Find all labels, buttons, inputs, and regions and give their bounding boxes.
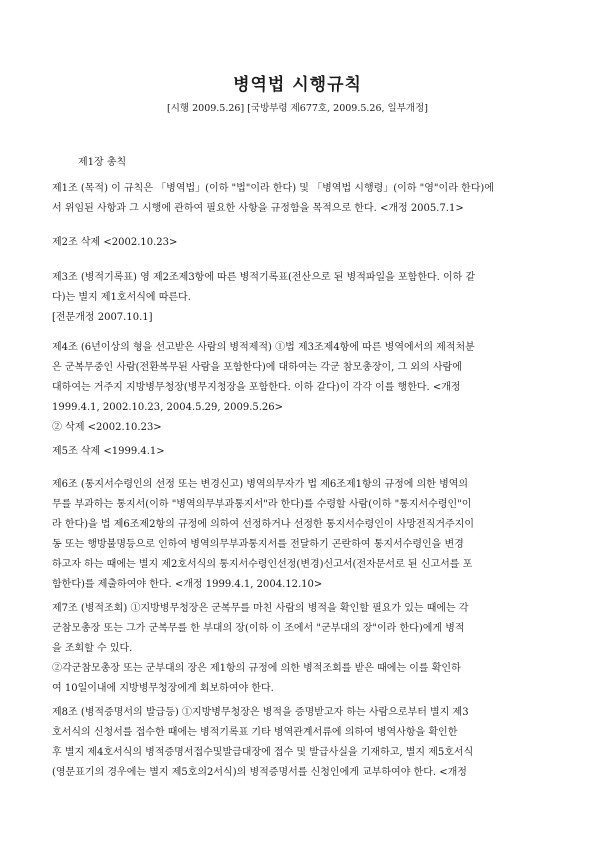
- article-line: 호서식의 신청서를 접수한 때에는 병적기록표 기타 병역관계서류에 의하여 병역사항을 확인한: [52, 727, 458, 738]
- article-line: 제1조 (목적) 이 규칙은 「병역법」(이하 "법"이라 한다) 및 「병역법 시행령」(이하 "영"이라 한다)에: [52, 183, 494, 194]
- article-8: [52, 703, 552, 783]
- article-line: 함한다)를 제출하여야 한다. <개정 1999.4.1, 2004.12.10>: [52, 579, 323, 590]
- article-line: 동 또는 행방불명등으로 인하여 병역의무부과통지서를 전달하기 곤란하여 통지서수령인을 변경: [52, 539, 464, 550]
- article-line: 은 군복무중인 사람(전환복무된 사람을 포함한다)에 대하여는 각군 참모총장이, 그 외의 사람에: [52, 362, 462, 373]
- article-line: 후 별지 제4호서식의 병적증명서접수및발급대장에 접수 및 발급사실을 기재하고, 별지 제5호서식: [52, 747, 474, 758]
- article-line: 군참모총장 또는 그가 군복무를 한 부대의 장(이하 이 조에서 "군부대의 장"이라 한다)에게 병적: [52, 623, 465, 634]
- chapter-heading: 제1장 총칙: [78, 157, 127, 168]
- article-line: 무를 부과하는 통지서(이하 "병역의무부과통지서"라 한다)를 수령할 사람(이하 "통지서수령인"이: [52, 499, 472, 510]
- enforcement-info: [시행 2009.5.26] [국방부령 제677호, 2009.5.26, 일부개정]: [167, 103, 428, 114]
- article-line: 제2조 삭제 <2002.10.23>: [52, 237, 178, 248]
- article-line: 라 한다)을 법 제6조제2항의 규정에 의하여 선정하거나 선정한 통지서수령인이 사망전직거주지이: [52, 519, 474, 530]
- article-line: 서 위임된 사항과 그 시행에 관하여 필요한 사항을 규정함을 목적으로 한다. <개정 2005.7.1>: [52, 203, 464, 214]
- article-7: [52, 599, 552, 699]
- article-line: (영문표기의 경우에는 별지 제5호의2서식)의 병적증명서를 신청인에게 교부하여야 한다. <개정: [52, 767, 467, 778]
- article-6: [52, 475, 552, 595]
- article-5: [52, 442, 552, 462]
- article-1: [52, 179, 552, 219]
- article-line: 제6조 (통지서수령인의 선정 또는 변경신고) 병역의무자가 법 제6조제1항의 규정에 의한 병역의: [52, 479, 469, 490]
- article-line: 대하여는 거주지 지방병무청장(병무지청장을 포함한다. 이하 같다)이 각각 이를 행한다. <개정: [52, 382, 461, 393]
- article-line: 제5조 삭제 <1999.4.1>: [52, 446, 165, 457]
- article-line: 제8조 (병적증명서의 발급등) ①지방병무청장은 병적을 증명받고자 하는 사람으로부터 별지 제3: [52, 707, 469, 718]
- page-title: 병역법 시행규칙: [233, 75, 362, 95]
- article-3: [52, 268, 552, 328]
- article-line: 다)는 별지 제1호서식에 따른다.: [52, 292, 191, 303]
- article-line: 하고자 하는 때에는 별지 제2호서식의 통지서수령인선정(변경)신고서(전자문서로 된 신고서를 포: [52, 559, 473, 570]
- article-line: 여 10일이내에 지방병무청장에게 회보하여야 한다.: [52, 683, 274, 694]
- article-line: 1999.4.1, 2002.10.23, 2004.5.29, 2009.5.26>: [52, 402, 284, 413]
- article-line: [전문개정 2007.10.1]: [52, 312, 153, 323]
- article-line: ② 삭제 <2002.10.23>: [52, 422, 162, 433]
- article-line: 제4조 (6년이상의 형을 선고받은 사람의 병적제적) ①법 제3조제4항에 따른 병역에서의 제적처분: [52, 342, 475, 353]
- article-line: 을 조회할 수 있다.: [52, 643, 133, 654]
- article-line: 제7조 (병적조회) ①지방병무청장은 군복무를 마친 사람의 병적을 확인할 필요가 있는 때에는 각: [52, 603, 469, 614]
- article-2: [52, 233, 552, 253]
- article-line: ②각군참모총장 또는 군부대의 장은 제1항의 규정에 의한 병적조회를 받은 때에는 이를 확인하: [52, 663, 461, 674]
- article-4: [52, 338, 552, 438]
- article-line: 제3조 (병적기록표) 영 제2조제3항에 따른 병적기록표(전산으로 된 병적파일을 포함한다. 이하 같: [52, 272, 476, 283]
